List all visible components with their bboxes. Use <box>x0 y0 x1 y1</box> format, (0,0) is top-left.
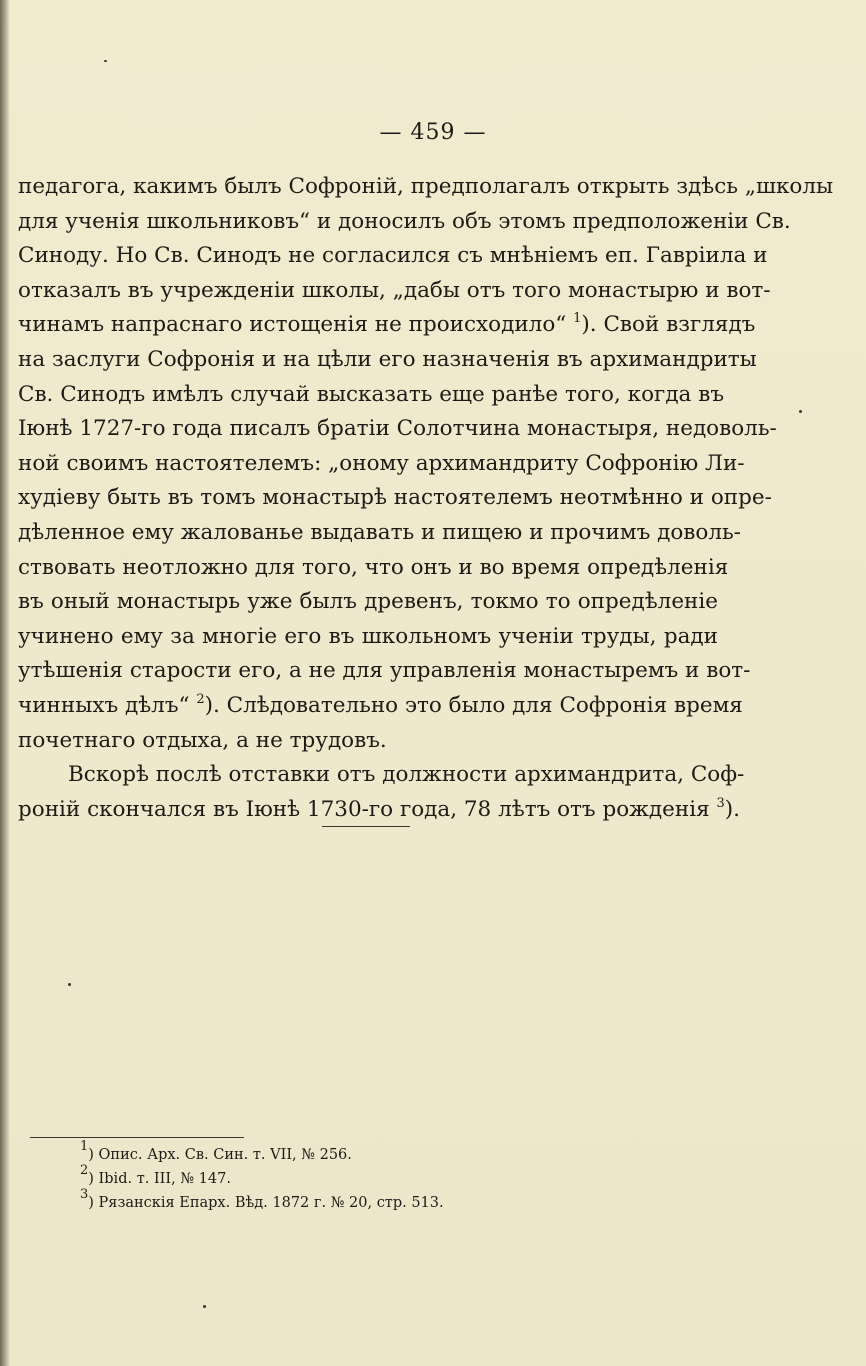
text-segment: ). Слѣдовательно это было для Софронія время <box>204 692 743 718</box>
text-segment: роній скончался въ Іюнѣ 1730-го года, 78 лѣтъ отъ рожденія <box>18 796 710 822</box>
footnote-marker: 2 <box>80 1163 89 1178</box>
footnote-reference: 2 <box>196 691 205 707</box>
text-segment: ). <box>724 796 741 822</box>
footnote-marker: 1 <box>80 1139 89 1154</box>
text-line: Іюнѣ 1727-го года писалъ братіи Солотчина монастыря, недоволь- <box>18 416 777 442</box>
footnotes <box>80 1139 680 1215</box>
footnote-text: ) Рязанскія Епарх. Вѣд. 1872 г. № 20, стр. 513. <box>88 1195 444 1211</box>
text-line <box>18 308 756 343</box>
text-segment: чинамъ напраснаго истощенія не происходило“ <box>18 312 567 338</box>
footnote-reference: 1 <box>573 311 582 327</box>
text-line: почетнаго отдыха, а не трудовъ. <box>18 727 387 753</box>
paper-speck <box>799 410 802 413</box>
text-segment: чинныхъ дѣлъ“ <box>18 692 190 718</box>
text-line <box>18 793 741 828</box>
main-text <box>18 170 834 827</box>
paper-speck <box>68 983 71 986</box>
section-divider <box>322 826 410 827</box>
text-line: Вскорѣ послѣ отставки отъ должности архимандрита, Соф- <box>68 762 745 788</box>
footnote-text: ) Опис. Арх. Св. Син. т. VII, № 256. <box>88 1147 352 1163</box>
page-gutter-shadow <box>0 0 10 1366</box>
text-line: на заслуги Софронія и на цѣли его назначенія въ архимандриты <box>18 346 757 372</box>
paper-speck <box>203 1305 206 1308</box>
footnote-marker: 3 <box>80 1187 89 1202</box>
text-line <box>18 689 743 724</box>
text-line: въ оный монастырь уже былъ древенъ, токмо то опредѣленіе <box>18 589 718 615</box>
text-line: для ученія школьниковъ“ и доносилъ объ этомъ предположеніи Св. <box>18 208 791 234</box>
text-line: дѣленное ему жалованье выдавать и пищею и прочимъ доволь- <box>18 519 741 545</box>
footnote-reference: 3 <box>716 795 725 811</box>
footnote <box>80 1139 680 1167</box>
paper-speck <box>104 60 107 62</box>
text-line: Синоду. Но Св. Синодъ не согласился съ мнѣніемъ еп. Гавріила и <box>18 243 768 269</box>
text-line: утѣшенія старости его, а не для управленія монастыремъ и вот- <box>18 658 751 684</box>
text-line: отказалъ въ учрежденіи школы, „дабы отъ того монастырю и вот- <box>18 277 771 303</box>
text-line: педагога, какимъ былъ Софроній, предполагалъ открыть здѣсь „школы <box>18 174 834 199</box>
footnote <box>80 1163 680 1191</box>
text-segment: ). Свой взглядъ <box>581 312 756 338</box>
text-line: ной своимъ настоятелемъ: „оному архимандриту Софронію Ли- <box>18 450 745 476</box>
footnote-text: ) Ibid. т. III, № 147. <box>88 1171 231 1187</box>
text-line: ствовать неотложно для того, что онъ и во время опредѣленія <box>18 554 729 580</box>
text-line: худіеву быть въ томъ монастырѣ настоятелемъ неотмѣнно и опре- <box>18 485 772 511</box>
footnote <box>80 1187 680 1215</box>
footnote-divider <box>30 1137 244 1138</box>
text-line: Св. Синодъ имѣлъ случай высказать еще ранѣе того, когда въ <box>18 381 724 407</box>
page-number: — 459 — <box>379 120 487 145</box>
text-line: учинено ему за многіе его въ школьномъ ученіи труды, ради <box>18 623 718 649</box>
